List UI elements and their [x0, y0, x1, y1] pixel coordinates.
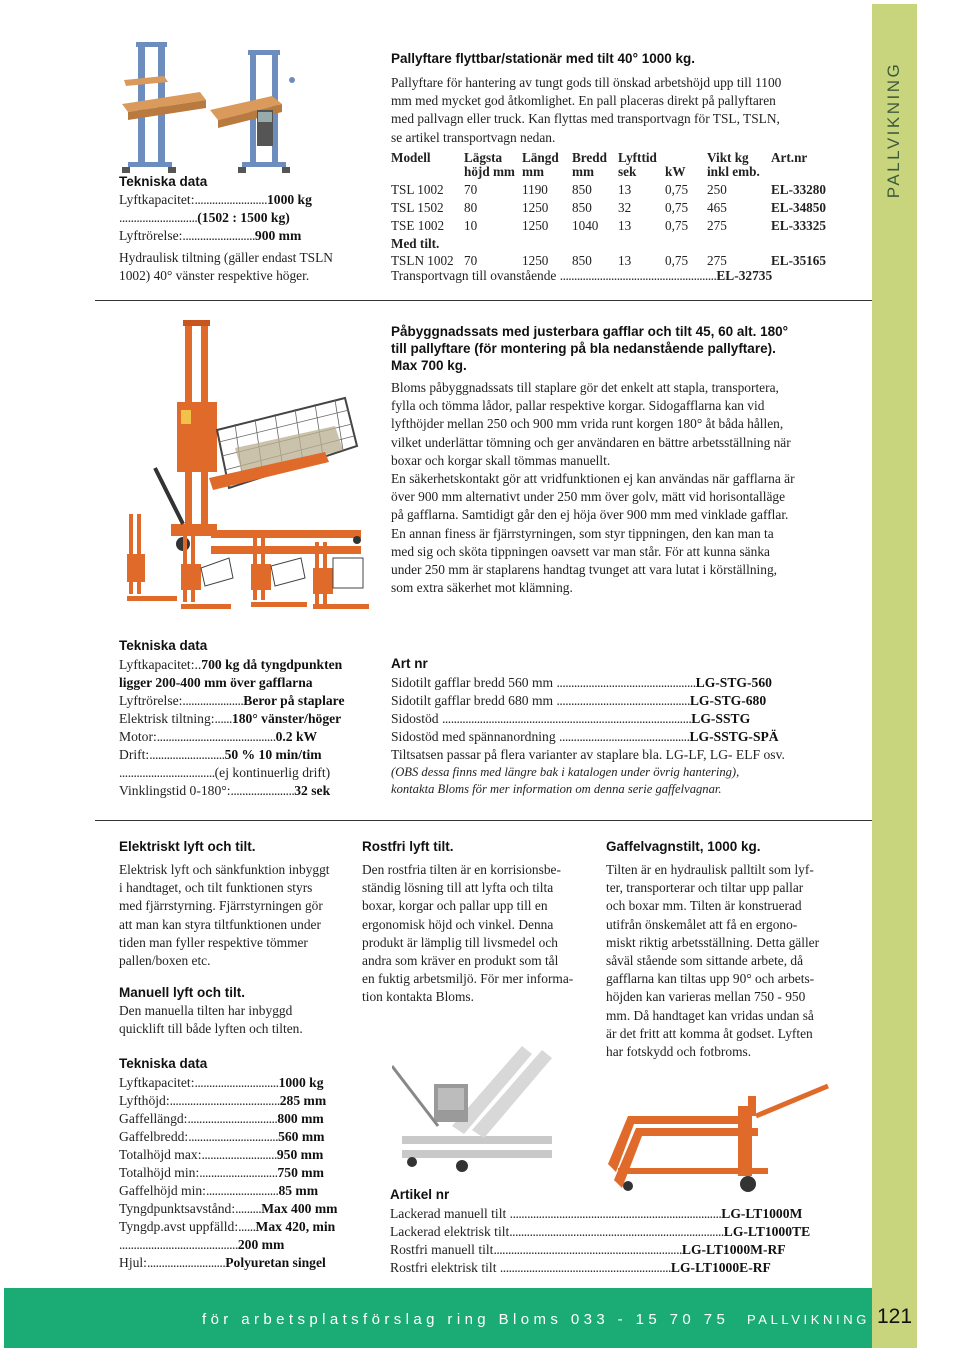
tech-line: Tyngdp.avst uppfälld:......Max 420, min	[119, 1219, 336, 1234]
tech-line: .................................(ej kontinuerlig drift)	[119, 765, 331, 780]
table-cell: 1250	[522, 218, 549, 233]
tech-note: Hydraulisk tiltning (gäller endast TSLN 1002) 40° vänster respektive höger.	[119, 250, 333, 284]
table-cell-artnr: EL-34850	[771, 200, 826, 215]
tech-line: Totalhöjd max:..........................950 mm	[119, 1147, 324, 1162]
table-header: Art.nr	[771, 150, 808, 165]
divider	[95, 300, 872, 301]
table-cell: 0,75	[665, 218, 689, 233]
divider	[95, 820, 872, 821]
section-heading: Gaffelvagnstilt, 1000 kg.	[606, 839, 761, 854]
model-table	[391, 151, 861, 291]
painted-tilt-image	[598, 1076, 838, 1194]
table-header: höjd mm	[464, 164, 515, 179]
table-header: mm	[522, 164, 544, 179]
tech-line: ...........................(1502 : 1500 kg)	[119, 210, 290, 225]
table-cell: 13	[618, 182, 632, 197]
table-cell: 13	[618, 253, 632, 268]
table-cell: 70	[464, 182, 478, 197]
table-header: Bredd	[572, 150, 607, 165]
table-cell: 80	[464, 200, 478, 215]
section-heading: Elektriskt lyft och tilt.	[119, 839, 256, 854]
table-header: Lyfttid	[618, 150, 657, 165]
table-cell: 275	[707, 218, 727, 233]
table-cell: 850	[572, 182, 592, 197]
table-cell: 1190	[522, 182, 548, 197]
tilt-kit-image	[125, 318, 370, 621]
table-header: inkl emb.	[707, 164, 760, 179]
tech-line: Elektrisk tiltning:......180° vänster/höger	[119, 711, 342, 726]
description: Pallyftare för hantering av tungt gods till önskad arbetshöjd upp till 1100 mm med mycket god åtkomlighet. En pall placeras direkt på pallyftaren med pallvagn eller truck. Kan flyttas med transportvagn för TSL, TSLN, se artikel transportvagn nedan.	[391, 75, 782, 145]
art-line: Sidostöd med spännanordning .............................................LG-SSTG-SPÄ	[391, 729, 779, 744]
table-cell: 850	[572, 253, 592, 268]
table-cell: 1250	[522, 253, 549, 268]
table-cell-artnr: EL-33280	[771, 182, 826, 197]
art-line: Sidostöd ......................................................................................LG-SSTG	[391, 711, 751, 726]
tech-line: Lyftkapacitet:..700 kg då tyngdpunkten	[119, 657, 343, 672]
tech-line: Gaffellängd:...............................800 mm	[119, 1111, 324, 1126]
table-cell: 0,75	[665, 200, 689, 215]
transport-line: Transportvagn till ovanstående .......................................................EL-32735	[391, 268, 773, 283]
art-heading: Art nr	[391, 656, 428, 671]
description: Bloms påbyggnadssats till staplare gör det enkelt att stapla, transportera, fylla och tömma lådor, pallar respektive korgar. Sidogafflarna kan vid lyfthöjder mellan 250 och 900 mm vrida runt korgen 180° åt båda hållen, vilket underlättar tömning och ger användaren en bättre arbetsställning när boxar och korgar skall tömmas manuellt. En säkerhetskontakt gör att vridfunktionen ej kan användas när gafflarna är över 900 mm alternativt under 250 mm över golv, mätt vid horisontalläge på gafflarna. Samtidigt går den ej höja över 900 mm med vinklade gafflar. En annan finess är fjärrstyrningen, som styr tippningen, den kan man ta med sig och sköta tippningen oavsett var man står. För att kunna sänka under 250 mm är staplarens handtag tvunget att vara lutat i körställning, som extra säkerhet mot klämning.	[391, 380, 795, 596]
tech-data-heading: Tekniska data	[119, 638, 208, 653]
table-cell-artnr: EL-35165	[771, 253, 826, 268]
section-heading: Pallyftare flyttbar/stationär med tilt 40° 1000 kg.	[391, 51, 696, 66]
tech-line: Motor:.........................................0.2 kW	[119, 729, 318, 744]
section-label: PALLVIKNING	[884, 61, 903, 199]
table-cell: 1040	[572, 218, 599, 233]
tech-line: Tyngdpunktsavstånd:.........Max 400 mm	[119, 1201, 338, 1216]
table-cell: 0,75	[665, 253, 689, 268]
description: Den rostfria tilten är en korrisionsbe- ständig lösning till att lyfta och tilta boxar, korgar och pallar upp till en ergonomisk höjd och vinkel. Denna produkt är lämplig till livsmedel och andra som kräver en produkt som tål en fuktig arbetsmiljö. För mer informa- tion kontakta Bloms.	[362, 862, 574, 1005]
table-header: Lägsta	[464, 150, 503, 165]
tech-line: Gaffelhöjd min:.........................85 mm	[119, 1183, 319, 1198]
art-line: Lackerad manuell tilt .........................................................................LG-LT1000M	[390, 1206, 803, 1221]
section-heading: Rostfri lyft tilt.	[362, 839, 454, 854]
table-subheading: Med tilt.	[391, 236, 440, 251]
table-header: Vikt kg	[707, 150, 749, 165]
tech-line: Lyftkapacitet:.............................1000 kg	[119, 1075, 324, 1090]
tech-line: Totalhöjd min:...........................750 mm	[119, 1165, 324, 1180]
table-cell: 10	[464, 218, 478, 233]
tech-line: Drift:..........................50 % 10 min/tim	[119, 747, 322, 762]
tech-line: Vinklingstid 0-180°:......................32 sek	[119, 783, 331, 798]
art-heading: Artikel nr	[390, 1187, 450, 1202]
description: Tilten är en hydraulisk palltilt som lyf- ter, transporterar och tiltar upp pallar och boxar mm. Tilten är konstruerad utifrån önskemålet att få en ergono- miskt riktig arbetsställning. Detta gäller såväl stående som sittande arbete, då gafflarna kan tiltas upp 90° och arbets- höjden kan varieras mellan 750 - 950 mm. Då handtaget kan vridas undan så är det fritt att komma åt godset. Lyften har fotskydd och fotbroms.	[606, 862, 820, 1060]
table-header: mm	[572, 164, 594, 179]
art-line: Lackerad elektrisk tilt..........................................................................LG-LT1000TE	[390, 1224, 811, 1239]
tech-line: Gaffelbredd:...............................560 mm	[119, 1129, 325, 1144]
table-header: Längd	[522, 150, 559, 165]
section-heading: Påbyggnadssats med justerbara gafflar och tilt 45, 60 alt. 180° till pallyftare (för montering på bla nedanstående pallyftare). Max 700 kg.	[391, 324, 789, 373]
table-cell: 70	[464, 253, 478, 268]
table-cell: 1250	[522, 200, 549, 215]
description: Den manuella tilten har inbyggd quicklift till både lyften och tilten.	[119, 1003, 303, 1037]
table-header: kW	[665, 164, 686, 179]
art-line: Sidotilt gafflar bredd 680 mm ..............................................LG-STG-680	[391, 693, 767, 708]
footer-slogan: för arbetsplatsförslag ring Bloms 033 - 15 70 75	[202, 1311, 730, 1328]
tech-line: Lyftrörelse:.....................Beror på staplare	[119, 693, 345, 708]
table-cell: 850	[572, 200, 592, 215]
tech-data-heading: Tekniska data	[119, 174, 208, 189]
section-heading: Manuell lyft och tilt.	[119, 985, 246, 1000]
tech-line: Hjul:...........................Polyuretan singel	[119, 1255, 326, 1270]
table-cell: 13	[618, 218, 632, 233]
stainless-tilt-image	[392, 1026, 572, 1176]
table-cell: TSL 1002	[391, 182, 444, 197]
tech-line: Lyftrörelse:.........................900 mm	[119, 228, 302, 243]
art-line: Rostfri manuell tilt.................................................................LG-LT1000M-RF	[390, 1242, 786, 1257]
page-number: 121	[876, 1305, 913, 1328]
table-cell: 275	[707, 253, 727, 268]
art-italic-note: (OBS dessa finns med längre bak i katalogen under övrig hantering), kontakta Bloms för mer information om denna serie gaffelvagnar.	[391, 765, 740, 796]
table-cell: TSE 1002	[391, 218, 445, 233]
tech-line: Lyfthöjd:......................................285 mm	[119, 1093, 327, 1108]
art-line: Sidotilt gafflar bredd 560 mm ................................................LG-STG-560	[391, 675, 772, 690]
pallet-lifter-image	[122, 40, 362, 175]
table-cell-artnr: EL-33325	[771, 218, 826, 233]
tech-line: .........................................200 mm	[119, 1237, 285, 1252]
art-note: Tiltsatsen passar på flera varianter av staplare bla. LG-LF, LG- ELF osv.	[391, 747, 785, 762]
tech-line: Lyftkapacitet:.........................1000 kg	[119, 192, 312, 207]
tech-data-heading: Tekniska data	[119, 1056, 208, 1071]
table-header: sek	[618, 164, 637, 179]
footer-section-label: PALLVIKNING	[747, 1312, 870, 1327]
table-cell: TSL 1502	[391, 200, 444, 215]
table-header: Modell	[391, 150, 431, 165]
table-cell: TSLN 1002	[391, 253, 454, 268]
art-line: Rostfri elektrisk tilt ...........................................................LG-LT1000E-RF	[390, 1260, 771, 1275]
description: Elektrisk lyft och sänkfunktion inbyggt i handtaget, och tilt funktionen styrs med fjärrstyrning. Fjärrstyrningen gör att man kan styra tiltfunktionen under tiden man fyller respektive tömmer pallen/boxen etc.	[119, 862, 330, 969]
tech-line: ligger 200-400 mm över gafflarna	[119, 675, 313, 690]
table-cell: 32	[618, 200, 632, 215]
table-cell: 465	[707, 200, 727, 215]
table-cell: 250	[707, 182, 727, 197]
table-cell: 0,75	[665, 182, 689, 197]
